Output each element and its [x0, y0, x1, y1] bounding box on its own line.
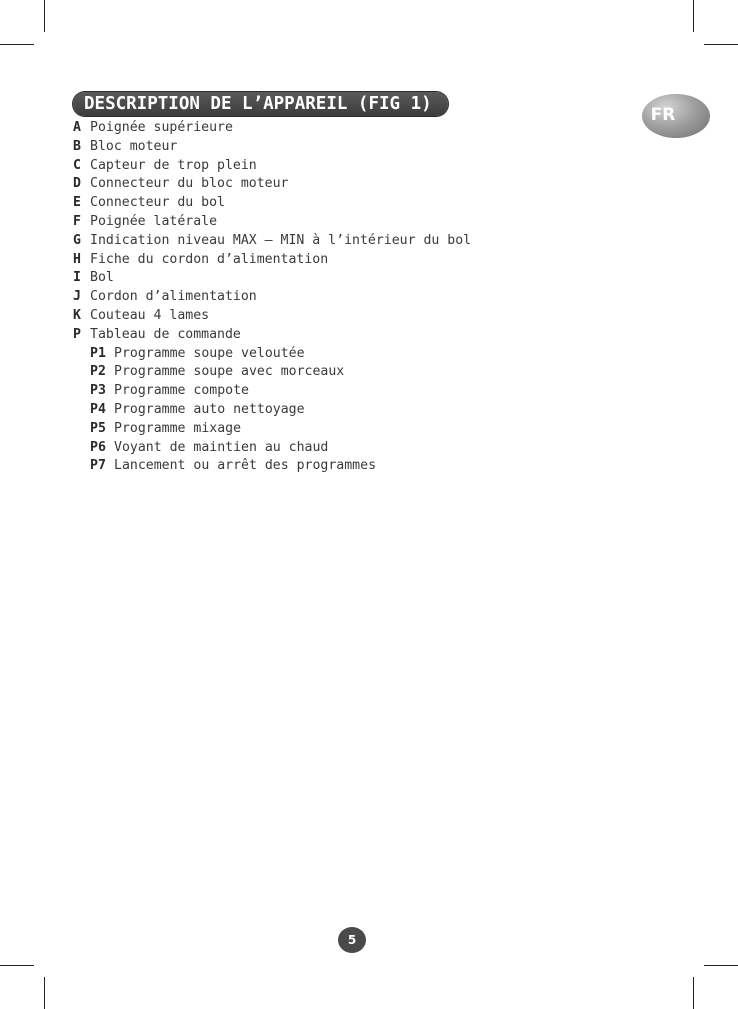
- program-label: P6: [90, 439, 106, 455]
- crop-mark: [44, 0, 45, 32]
- crop-mark: [0, 44, 34, 45]
- item-letter: B: [73, 138, 81, 154]
- program-text: Programme compote: [114, 383, 249, 399]
- crop-mark: [0, 965, 34, 966]
- list-item: [73, 288, 471, 307]
- program-text: Programme soupe avec morceaux: [114, 364, 345, 380]
- program-label: P5: [90, 420, 106, 436]
- item-text: Bloc moteur: [90, 138, 178, 154]
- item-text: Couteau 4 lames: [90, 307, 210, 323]
- list-item: [73, 213, 471, 232]
- program-label: P7: [90, 458, 106, 474]
- item-letter: K: [73, 307, 81, 323]
- item-text: Fiche du cordon d’alimentation: [90, 251, 329, 267]
- crop-mark: [704, 44, 738, 45]
- program-label: P3: [90, 383, 106, 399]
- list-item: [73, 251, 471, 270]
- item-letter: D: [73, 176, 81, 192]
- item-letter: C: [73, 157, 81, 173]
- list-item: [73, 326, 471, 345]
- item-letter: P: [73, 326, 81, 342]
- program-text: Programme mixage: [114, 420, 242, 436]
- program-item: [73, 382, 471, 401]
- item-letter: J: [73, 289, 81, 305]
- section-title: DESCRIPTION DE L’APPAREIL (FIG 1): [73, 92, 448, 116]
- list-item: [73, 119, 471, 138]
- list-item: [73, 232, 471, 251]
- list-item: [73, 138, 471, 157]
- program-item: [73, 363, 471, 382]
- program-item: [73, 401, 471, 420]
- item-text: Poignée supérieure: [90, 120, 233, 135]
- item-letter: H: [73, 251, 81, 267]
- list-item: [73, 157, 471, 176]
- program-label: P2: [90, 364, 106, 380]
- language-badge: FR: [642, 94, 710, 138]
- program-item: [73, 439, 471, 458]
- item-text: Bol: [90, 270, 114, 286]
- item-text: Capteur de trop plein: [90, 157, 257, 173]
- program-text: Programme auto nettoyage: [114, 401, 305, 417]
- item-text: Tableau de commande: [90, 326, 241, 342]
- list-item: [73, 175, 471, 194]
- program-item: [73, 457, 471, 476]
- item-text: Connecteur du bloc moteur: [90, 176, 289, 192]
- program-label: P1: [90, 345, 106, 361]
- list-item: [73, 194, 471, 213]
- item-letter: I: [73, 270, 81, 286]
- item-text: Connecteur du bol: [90, 195, 225, 211]
- crop-mark: [693, 0, 694, 32]
- program-item: [73, 345, 471, 364]
- parts-list: [73, 119, 471, 476]
- program-label: P4: [90, 401, 106, 417]
- item-text: Indication niveau MAX – MIN à l’intérieur du bol: [90, 232, 472, 248]
- item-text: Cordon d’alimentation: [90, 289, 257, 305]
- list-item: [73, 307, 471, 326]
- item-letter: E: [73, 195, 81, 211]
- item-letter: G: [73, 232, 81, 248]
- list-item: [73, 269, 471, 288]
- item-letter: F: [73, 213, 81, 229]
- item-text: Poignée latérale: [90, 213, 218, 229]
- program-text: Lancement ou arrêt des programmes: [114, 458, 377, 474]
- page-number: 5: [338, 927, 366, 953]
- crop-mark: [44, 977, 45, 1009]
- item-letter: A: [73, 120, 81, 135]
- crop-mark: [693, 977, 694, 1009]
- program-item: [73, 420, 471, 439]
- program-text: Voyant de maintien au chaud: [114, 439, 329, 455]
- program-text: Programme soupe veloutée: [114, 345, 305, 361]
- crop-mark: [704, 965, 738, 966]
